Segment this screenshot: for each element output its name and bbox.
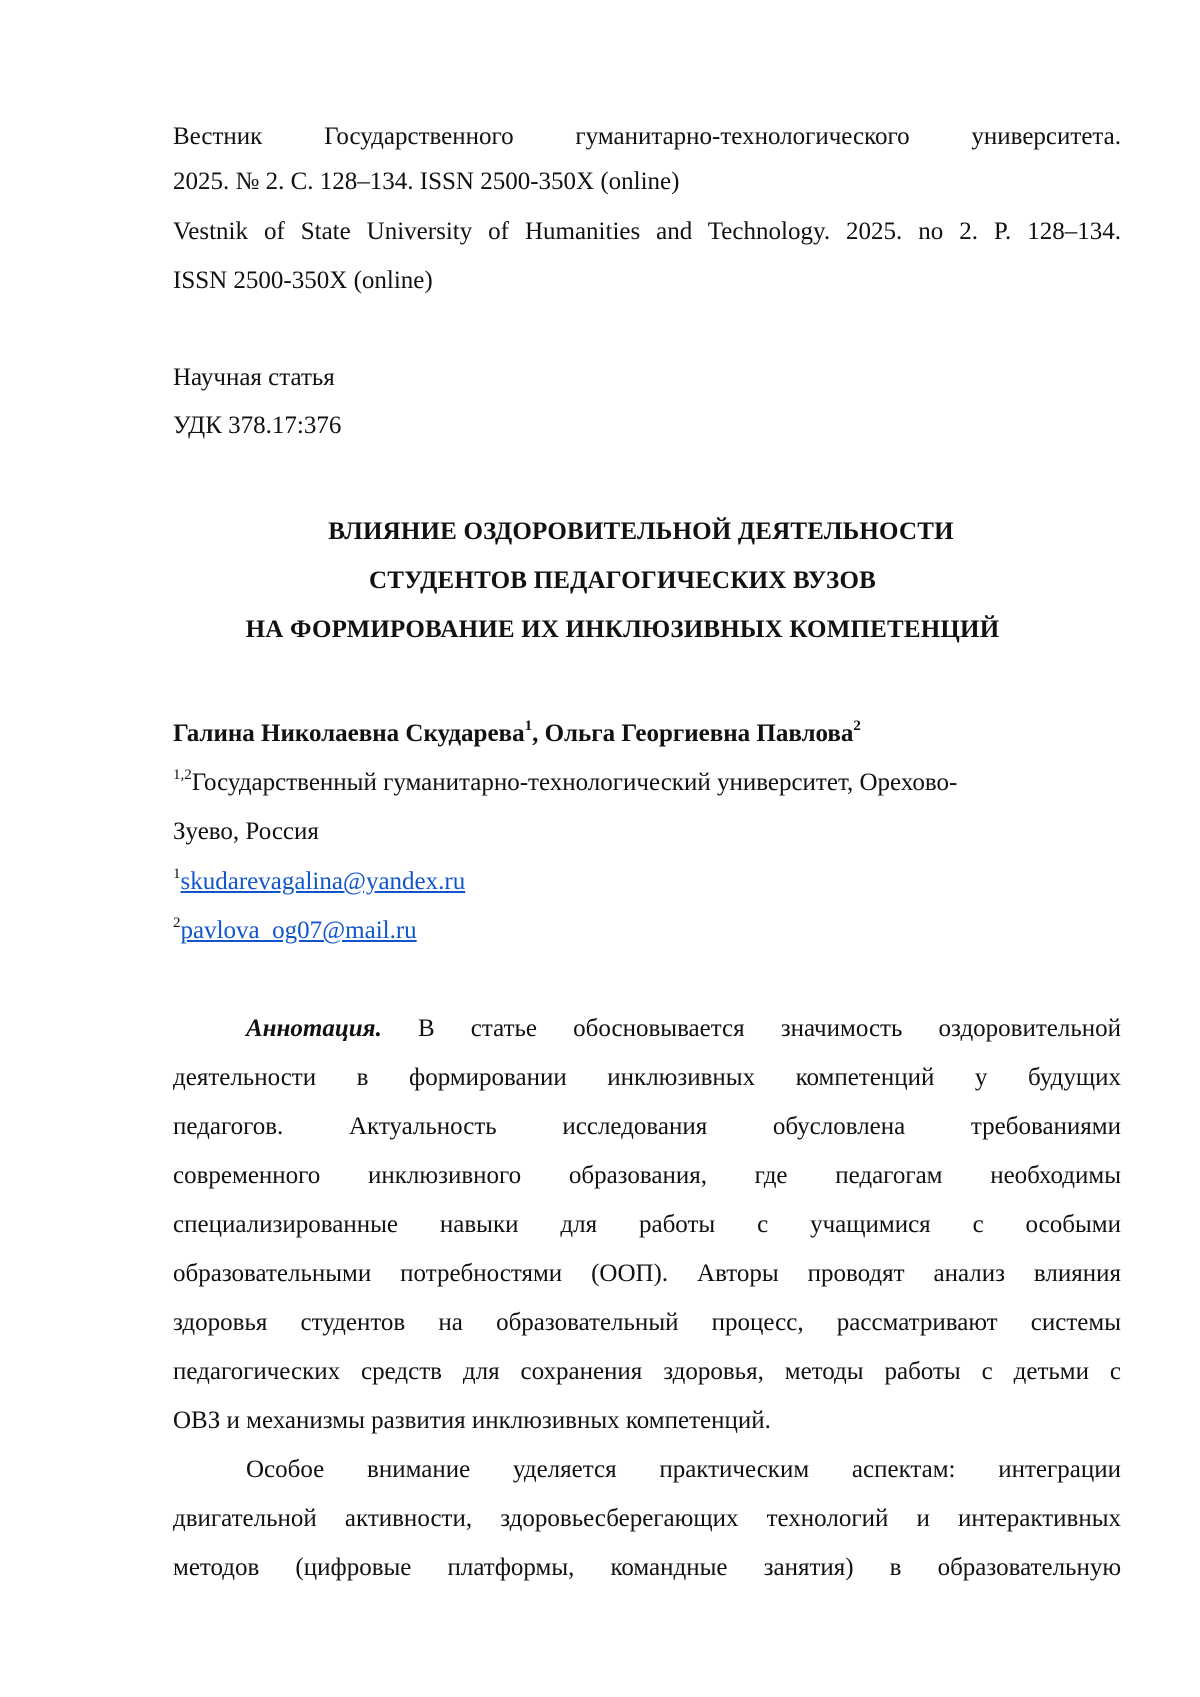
abstract-line-3: педагогов. Актуальность исследования обусловлена требованиями [173,1113,1121,1140]
affiliation-text: Государственный гуманитарно-технологический университет, Орехово- [191,769,958,796]
affiliation-mark: 1,2 [173,766,192,783]
udk-code: УДК 378.17:376 [173,412,342,439]
authors-line [173,709,1121,758]
abstract-line-6: образовательными потребностями (ООП). Авторы проводят анализ влияния [173,1260,1121,1287]
journal-citation-en-line1: Vestnik of State University of Humanities and Technology. 2025. no 2. P. 128–134. [173,218,1121,245]
abstract-line-1 [246,1004,1121,1053]
email-1-link[interactable]: skudarevagalina@yandex.ru [180,868,466,895]
abstract-line-5: специализированные навыки для работы с учащимися с особыми [173,1211,1121,1238]
journal-citation-ru-line2: 2025. № 2. С. 128–134. ISSN 2500-350X (online) [173,168,680,195]
abstract-line-9: ОВЗ и механизмы развития инклюзивных компетенций. [173,1407,771,1434]
abstract-line-4: современного инклюзивного образования, где педагогам необходимы [173,1162,1121,1189]
abstract-p2-line-2: двигательной активности, здоровьесберегающих технологий и интерактивных [173,1505,1121,1532]
abstract-lead: Аннотация. [246,1015,382,1042]
abstract-line-7: здоровья студентов на образовательный процесс, рассматривают системы [173,1309,1121,1336]
email-2-mark: 2 [173,914,181,931]
journal-citation-ru-line1: Вестник Государственного гуманитарно-технологического университета. [173,123,1121,150]
title-line-3: НА ФОРМИРОВАНИЕ ИХ ИНКЛЮЗИВНЫХ КОМПЕТЕНЦИЙ [245,616,1000,643]
title-line-2: СТУДЕНТОВ ПЕДАГОГИЧЕСКИХ ВУЗОВ [369,567,876,594]
email-1-mark: 1 [173,865,181,882]
article-type: Научная статья [173,364,335,391]
author-1-affiliation-mark: 1 [524,717,533,734]
abstract-p2-line-1: Особое внимание уделяется практическим аспектам: интеграции [246,1456,1121,1483]
email-line-2 [173,906,1121,955]
title-line-1: ВЛИЯНИЕ ОЗДОРОВИТЕЛЬНОЙ ДЕЯТЕЛЬНОСТИ [328,518,954,545]
author-2-name: Ольга Георгиевна Павлова [544,720,854,747]
abstract-line-1-text: В статье обосновывается значимость оздоровительной [417,1015,1122,1042]
abstract-line-8: педагогических средств для сохранения здоровья, методы работы с детьми с [173,1358,1121,1385]
affiliation-line-1 [173,758,1121,807]
abstract-line-2: деятельности в формировании инклюзивных компетенций у будущих [173,1064,1121,1091]
email-line-1 [173,857,1121,906]
affiliation-line-2: Зуево, Россия [173,818,319,845]
journal-citation-en-line2: ISSN 2500-350X (online) [173,267,433,294]
author-1-name: Галина Николаевна Скударева [173,720,525,747]
author-separator: , [532,720,545,747]
email-2-link[interactable]: pavlova_og07@mail.ru [180,917,417,944]
author-2-affiliation-mark: 2 [853,717,861,734]
abstract-p2-line-3: методов (цифровые платформы, командные занятия) в образовательную [173,1554,1121,1581]
